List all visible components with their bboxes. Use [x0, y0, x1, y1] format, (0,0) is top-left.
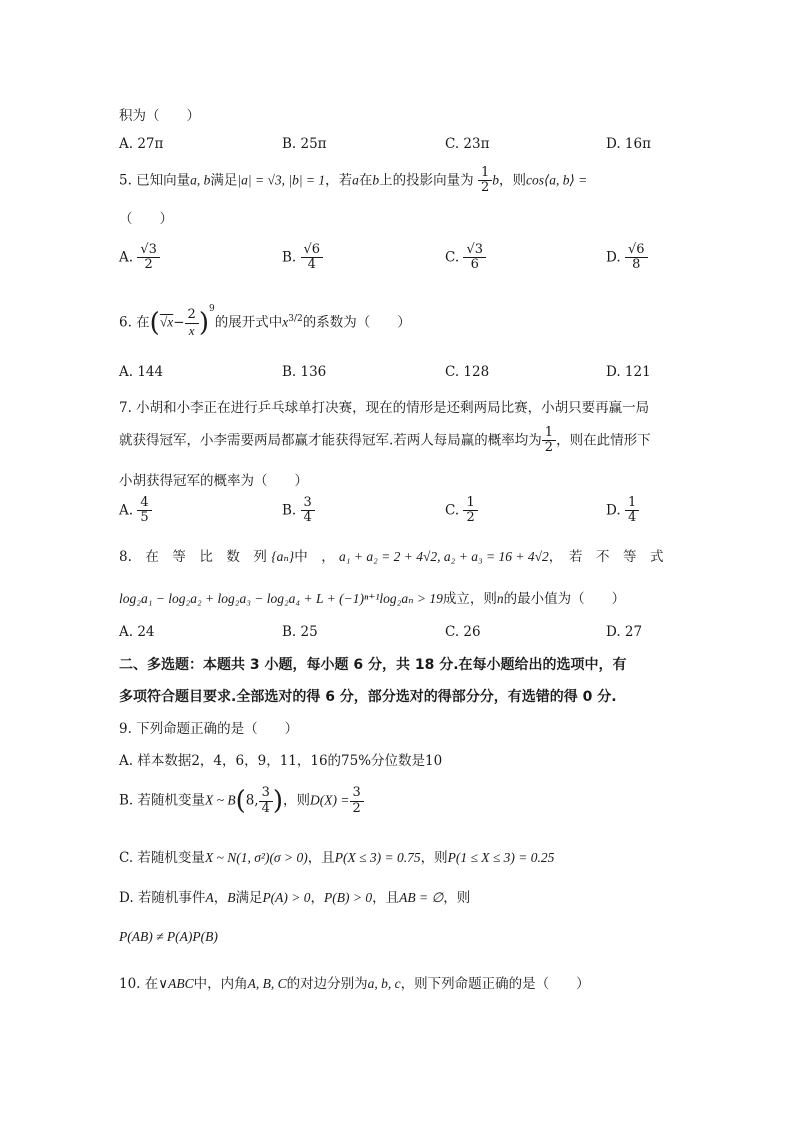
- q10-angles: A, B, C: [247, 976, 287, 991]
- q7-c-den: 2: [466, 510, 475, 526]
- q7-line2-post: ，则在此情形下: [556, 432, 651, 449]
- q8-inequality: log₂a₁ − log₂a₂ + log₂a₃ − log₂a₄ + L + (−1)ⁿ⁺¹log₂aₙ > 19: [119, 591, 443, 606]
- q6-prefix: 6. 在: [119, 314, 150, 331]
- q5-d-den: 8: [632, 257, 641, 273]
- q6-mid: 的展开式中: [214, 314, 283, 331]
- q8-line1-pre: 8. 在 等 比 数 列: [119, 549, 267, 565]
- q6-option-b: B. 136: [282, 364, 327, 380]
- q7-option-b: [282, 496, 315, 526]
- q10-post: ，则下列命题正确的是（ ）: [400, 976, 590, 992]
- q10-mid2: 的对边分别为: [286, 976, 368, 992]
- q7-d-den: 4: [627, 510, 637, 526]
- q9-d-B: B: [227, 890, 236, 905]
- q5-b: b: [372, 172, 380, 188]
- section2-line2: 多项符合题目要求.全部选对的得 6 分，部分选对的得部分分，有选错的得 0 分.: [119, 689, 617, 705]
- q9-b-inner: 8,: [245, 792, 259, 809]
- q8-line1-mid: 中 ，: [294, 549, 335, 565]
- q5-b2: b: [492, 172, 499, 188]
- q7-line1: 7. 小胡和小李正在进行乒乓球单打决赛，现在的情形是还剩两局比赛，小胡只要再赢一局: [119, 400, 650, 416]
- q9-c-mid2: ，则: [420, 850, 448, 866]
- q9-c-math3: P(1 ≤ X ≤ 3) = 0.25: [447, 850, 555, 865]
- q7-c-label: C.: [445, 502, 460, 519]
- q7-half-num: 1: [542, 426, 556, 441]
- q6-exp: 9: [208, 304, 215, 314]
- q7-b-label: B.: [282, 502, 297, 519]
- q4-tail: 积为（ ）: [119, 108, 200, 124]
- q9-b-den: 2: [352, 800, 361, 816]
- q9-d-pre: D. 若随机事件: [119, 890, 206, 906]
- q7-b-den: 4: [303, 510, 312, 526]
- q10-triangle: ∨ABC: [158, 976, 194, 991]
- q8-line2: [119, 587, 625, 607]
- q7-option-d: [606, 496, 639, 526]
- q7-option-c: [445, 496, 478, 526]
- q4-option-a: A. 27π: [119, 136, 164, 152]
- q5-then: ，则: [498, 172, 526, 189]
- q7-half-den: 2: [544, 440, 554, 456]
- q9-d-math: P(A) > 0: [262, 890, 311, 905]
- q5-mid: ，若: [325, 172, 353, 189]
- q9-b-math: X ~ B: [205, 792, 236, 808]
- q5-b-label: B.: [282, 249, 297, 266]
- q9-option-d-line2: P(AB) ≠ P(A)P(B): [119, 929, 218, 944]
- q7-d-num: 1: [625, 496, 639, 511]
- q9-d-math3: AB = ∅: [399, 890, 444, 905]
- q5-c-den: 6: [470, 257, 479, 273]
- q7-b-num: 3: [301, 496, 315, 511]
- q8-condition: a₁ + a₂ = 2 + 4√2, a₂ + a₃ = 16 + 4√2: [339, 549, 549, 564]
- q7-d-label: D.: [606, 502, 621, 519]
- q7-line2-pre: 就获得冠军，小李需要两局都赢才能获得冠军.若两人每局赢的概率均为: [119, 432, 542, 449]
- q5-a-num: √3: [137, 243, 160, 258]
- q5-b-den: 4: [307, 257, 316, 273]
- q9-b-inner-den: 4: [261, 800, 270, 816]
- q5-option-b: [282, 243, 323, 273]
- q6-sqrt: √x: [159, 314, 174, 330]
- q9-d-A: A: [205, 890, 214, 905]
- q10-sides: a, b, c: [367, 976, 401, 991]
- q5-half-num: 1: [478, 166, 492, 181]
- q8-line1-post: ， 若 不 等 式: [548, 549, 664, 565]
- q10-mid: 中，内角: [193, 976, 248, 992]
- q5-option-c: [445, 243, 486, 273]
- q8-line2-tail: 的最小值为（ ）: [503, 591, 626, 607]
- q8-option-a: A. 24: [119, 624, 155, 640]
- q9-option-d: [119, 886, 470, 906]
- q5-a-label: A.: [119, 249, 134, 266]
- q7-c-num: 1: [463, 496, 477, 511]
- q8-seq: {aₙ}: [271, 549, 295, 564]
- q9-d-comma: ，: [213, 890, 228, 906]
- q9-option-c: [119, 846, 554, 866]
- q5-condition: |a| = √3, |b| = 1: [237, 172, 326, 188]
- q9-b-pre: B. 若随机变量: [119, 792, 206, 809]
- q9-b-inner-num: 3: [259, 786, 273, 801]
- q4-option-b: B. 25π: [282, 136, 327, 152]
- q9-b-num: 3: [350, 786, 364, 801]
- q6-option-c: C. 128: [445, 364, 490, 380]
- q6-term-base: x: [282, 314, 289, 330]
- q6-minus: −: [173, 314, 185, 331]
- q8-option-d: D. 27: [606, 624, 643, 640]
- q9-d-mid: 满足: [235, 890, 263, 906]
- q9-c-pre: C. 若随机变量: [119, 850, 205, 866]
- q5-option-a: [119, 243, 160, 273]
- q8-line2-post: 成立，则: [442, 591, 497, 607]
- q9-option-a: A. 样本数据2，4，6，9，11，16的75%分位数是10: [119, 753, 443, 769]
- q5-c-num: √3: [463, 243, 486, 258]
- q10-stem: [119, 972, 590, 992]
- q5-half-den: 2: [480, 180, 490, 196]
- q5-d-label: D.: [606, 249, 621, 266]
- q8-n: n: [496, 591, 504, 606]
- q5-vectors: a, b: [190, 172, 211, 188]
- q9-b-math2: D(X) =: [310, 792, 350, 808]
- q4-option-d: D. 16π: [606, 136, 651, 152]
- q6-option-d: D. 121: [606, 364, 651, 380]
- section2-line1: 二、多选题：本题共 3 小题，每小题 6 分，共 18 分.在每小题给出的选项中，有: [119, 657, 627, 673]
- q9-option-b: B. 若随机变量X ~ B(8, $\frac{3}{4}$ )，则D(X) = $\frac{3}{2}$: [119, 786, 364, 816]
- q8-line1: [119, 545, 664, 565]
- q5-c-label: C.: [445, 249, 460, 266]
- q7-line3: 小胡获得冠军的概率为（ ）: [119, 473, 308, 489]
- q6-stem: 6. 在(√x− $\frac{2}{x}$ )$^9$的展开式中$x^{3/2}$的系数为（ ）: [119, 304, 411, 338]
- q6-term-exp: 3/2: [288, 314, 303, 324]
- q9-c-mid: ，且: [307, 850, 335, 866]
- q5-d-num: √6: [625, 243, 648, 258]
- q5-option-d: [606, 243, 648, 273]
- q10-pre: 10. 在: [119, 976, 159, 992]
- q9-d-comma2: ，: [310, 890, 325, 906]
- q7-a-num: 4: [137, 496, 151, 511]
- q5-stem: [119, 166, 587, 196]
- q9-c-math2: P(X ≤ 3) = 0.75: [334, 850, 421, 865]
- q9-d-mid2: ，且: [372, 890, 400, 906]
- q9-b-mid: ，则: [283, 792, 311, 809]
- q7-option-a: [119, 496, 152, 526]
- q5-in: 在: [358, 172, 373, 189]
- q6-num: 2: [185, 308, 199, 323]
- q6-option-a: A. 144: [119, 364, 164, 380]
- q5-prefix: 5. 已知向量: [119, 172, 191, 189]
- q5-cos: cos⟨a, b⟩ =: [525, 172, 588, 188]
- q8-option-c: C. 26: [445, 624, 481, 640]
- q7-a-label: A.: [119, 502, 134, 519]
- q9-d-math2: P(B) > 0: [324, 890, 373, 905]
- q9-d-then: ，则: [443, 890, 471, 906]
- q7-a-den: 5: [140, 510, 149, 526]
- q5-half: [478, 166, 492, 196]
- q4-option-c: C. 23π: [445, 136, 490, 152]
- q5-cond-text: 满足: [210, 172, 238, 189]
- q9-c-math: X ~ N(1, σ²)(σ > 0): [204, 850, 308, 865]
- q5-a: a: [352, 172, 359, 188]
- q5-proj: 上的投影向量为: [379, 172, 474, 189]
- q6-den: x: [188, 322, 195, 338]
- q5-paren: （ ）: [119, 211, 173, 227]
- q8-option-b: B. 25: [282, 624, 318, 640]
- q7-line2: [119, 426, 651, 456]
- q5-a-den: 2: [144, 257, 153, 273]
- q6-suffix: 的系数为（ ）: [302, 314, 411, 331]
- q5-b-num: √6: [301, 243, 324, 258]
- q9-stem: 9. 下列命题正确的是（ ）: [119, 721, 299, 737]
